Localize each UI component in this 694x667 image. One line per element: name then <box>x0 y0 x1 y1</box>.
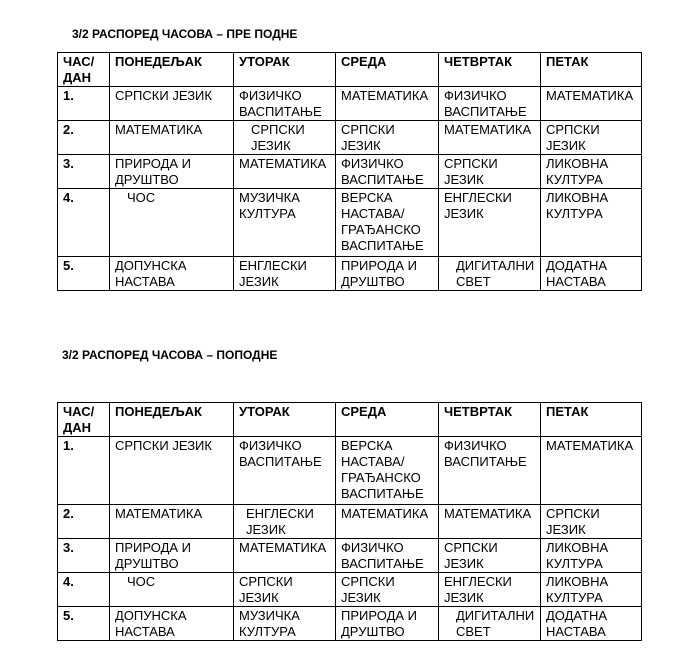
header-tuesday: УТОРАК <box>234 403 336 437</box>
schedule-cell: ЕНГЛЕСКИ ЈЕЗИК <box>439 189 541 257</box>
table-row <box>58 539 642 573</box>
header-wednesday: СРЕДА <box>336 53 439 87</box>
header-monday: ПОНЕДЕЉАК <box>110 53 234 87</box>
schedule-cell: СРПСКИ ЈЕЗИК <box>110 87 234 121</box>
afternoon-schedule-title: 3/2 РАСПОРЕД ЧАСОВА – ПОПОДНЕ <box>62 348 278 362</box>
schedule-cell: СРПСКИ ЈЕЗИК <box>336 573 439 607</box>
header-friday: ПЕТАК <box>541 53 642 87</box>
header-monday: ПОНЕДЕЉАК <box>110 403 234 437</box>
period-number: 4. <box>58 189 110 257</box>
schedule-cell: ФИЗИЧКО ВАСПИТАЊЕ <box>336 155 439 189</box>
schedule-cell: ЧОС <box>110 189 234 257</box>
schedule-cell: ДИГИТАЛНИ СВЕТ <box>439 607 541 641</box>
schedule-cell: ВЕРСКА НАСТАВА/ ГРАЂАНСКО ВАСПИТАЊЕ <box>336 189 439 257</box>
table-row <box>58 87 642 121</box>
schedule-cell: МАТЕМАТИКА <box>439 121 541 155</box>
period-number: 2. <box>58 505 110 539</box>
schedule-cell: ВЕРСКА НАСТАВА/ ГРАЂАНСКО ВАСПИТАЊЕ <box>336 437 439 505</box>
schedule-cell: ЧОС <box>110 573 234 607</box>
table-row <box>58 257 642 291</box>
schedule-cell: МАТЕМАТИКА <box>336 87 439 121</box>
header-period-day: ЧАС/ ДАН <box>58 403 110 437</box>
schedule-cell: ЕНГЛЕСКИ ЈЕЗИК <box>439 573 541 607</box>
table-row <box>58 121 642 155</box>
schedule-cell: СРПСКИ ЈЕЗИК <box>541 121 642 155</box>
schedule-cell: МАТЕМАТИКА <box>234 155 336 189</box>
header-thursday: ЧЕТВРТАК <box>439 403 541 437</box>
header-wednesday: СРЕДА <box>336 403 439 437</box>
table-row <box>58 189 642 257</box>
schedule-cell: ДОПУНСКА НАСТАВА <box>110 607 234 641</box>
header-tuesday: УТОРАК <box>234 53 336 87</box>
schedule-cell: МАТЕМАТИКА <box>336 505 439 539</box>
schedule-cell: ЕНГЛЕСКИ ЈЕЗИК <box>234 505 336 539</box>
schedule-cell: СРПСКИ ЈЕЗИК <box>234 573 336 607</box>
schedule-cell: ПРИРОДА И ДРУШТВО <box>336 257 439 291</box>
schedule-cell: МУЗИЧКА КУЛТУРА <box>234 607 336 641</box>
period-number: 4. <box>58 573 110 607</box>
schedule-cell: МУЗИЧКА КУЛТУРА <box>234 189 336 257</box>
period-number: 1. <box>58 87 110 121</box>
table-row <box>58 573 642 607</box>
period-number: 2. <box>58 121 110 155</box>
header-thursday: ЧЕТВРТАК <box>439 53 541 87</box>
schedule-cell: ЛИКОВНА КУЛТУРА <box>541 573 642 607</box>
schedule-cell: СРПСКИ ЈЕЗИК <box>439 155 541 189</box>
schedule-cell: ФИЗИЧКО ВАСПИТАЊЕ <box>439 87 541 121</box>
period-number: 3. <box>58 155 110 189</box>
schedule-cell: МАТЕМАТИКА <box>541 437 642 505</box>
schedule-cell: МАТЕМАТИКА <box>439 505 541 539</box>
schedule-cell: ФИЗИЧКО ВАСПИТАЊЕ <box>234 87 336 121</box>
schedule-cell: ПРИРОДА И ДРУШТВО <box>336 607 439 641</box>
table-row <box>58 607 642 641</box>
schedule-cell: ЛИКОВНА КУЛТУРА <box>541 189 642 257</box>
schedule-cell: МАТЕМАТИКА <box>234 539 336 573</box>
header-period-day: ЧАС/ ДАН <box>58 53 110 87</box>
morning-schedule-title: 3/2 РАСПОРЕД ЧАСОВА – ПРЕ ПОДНЕ <box>72 27 298 41</box>
period-number: 3. <box>58 539 110 573</box>
schedule-cell: МАТЕМАТИКА <box>541 87 642 121</box>
schedule-cell: ПРИРОДА И ДРУШТВО <box>110 155 234 189</box>
schedule-cell: ЕНГЛЕСКИ ЈЕЗИК <box>234 257 336 291</box>
schedule-cell: ЛИКОВНА КУЛТУРА <box>541 155 642 189</box>
table-row <box>58 155 642 189</box>
schedule-cell: ФИЗИЧКО ВАСПИТАЊЕ <box>234 437 336 505</box>
period-number: 5. <box>58 607 110 641</box>
schedule-cell: ФИЗИЧКО ВАСПИТАЊЕ <box>439 437 541 505</box>
schedule-cell: ФИЗИЧКО ВАСПИТАЊЕ <box>336 539 439 573</box>
morning-schedule-table <box>57 52 642 291</box>
schedule-cell: ДОДАТНА НАСТАВА <box>541 257 642 291</box>
schedule-cell: МАТЕМАТИКА <box>110 121 234 155</box>
schedule-cell: СРПСКИ ЈЕЗИК <box>439 539 541 573</box>
schedule-cell: СРПСКИ ЈЕЗИК <box>541 505 642 539</box>
table-row <box>58 505 642 539</box>
schedule-cell: СРПСКИ ЈЕЗИК <box>234 121 336 155</box>
period-number: 5. <box>58 257 110 291</box>
afternoon-schedule-table <box>57 402 642 641</box>
schedule-cell: МАТЕМАТИКА <box>110 505 234 539</box>
table-header-row <box>58 403 642 437</box>
schedule-cell: ДОДАТНА НАСТАВА <box>541 607 642 641</box>
schedule-cell: ЛИКОВНА КУЛТУРА <box>541 539 642 573</box>
header-friday: ПЕТАК <box>541 403 642 437</box>
schedule-cell: ДИГИТАЛНИ СВЕТ <box>439 257 541 291</box>
table-header-row <box>58 53 642 87</box>
table-row <box>58 437 642 505</box>
schedule-cell: СРПСКИ ЈЕЗИК <box>336 121 439 155</box>
schedule-cell: ДОПУНСКА НАСТАВА <box>110 257 234 291</box>
schedule-cell: СРПСКИ ЈЕЗИК <box>110 437 234 505</box>
period-number: 1. <box>58 437 110 505</box>
schedule-cell: ПРИРОДА И ДРУШТВО <box>110 539 234 573</box>
